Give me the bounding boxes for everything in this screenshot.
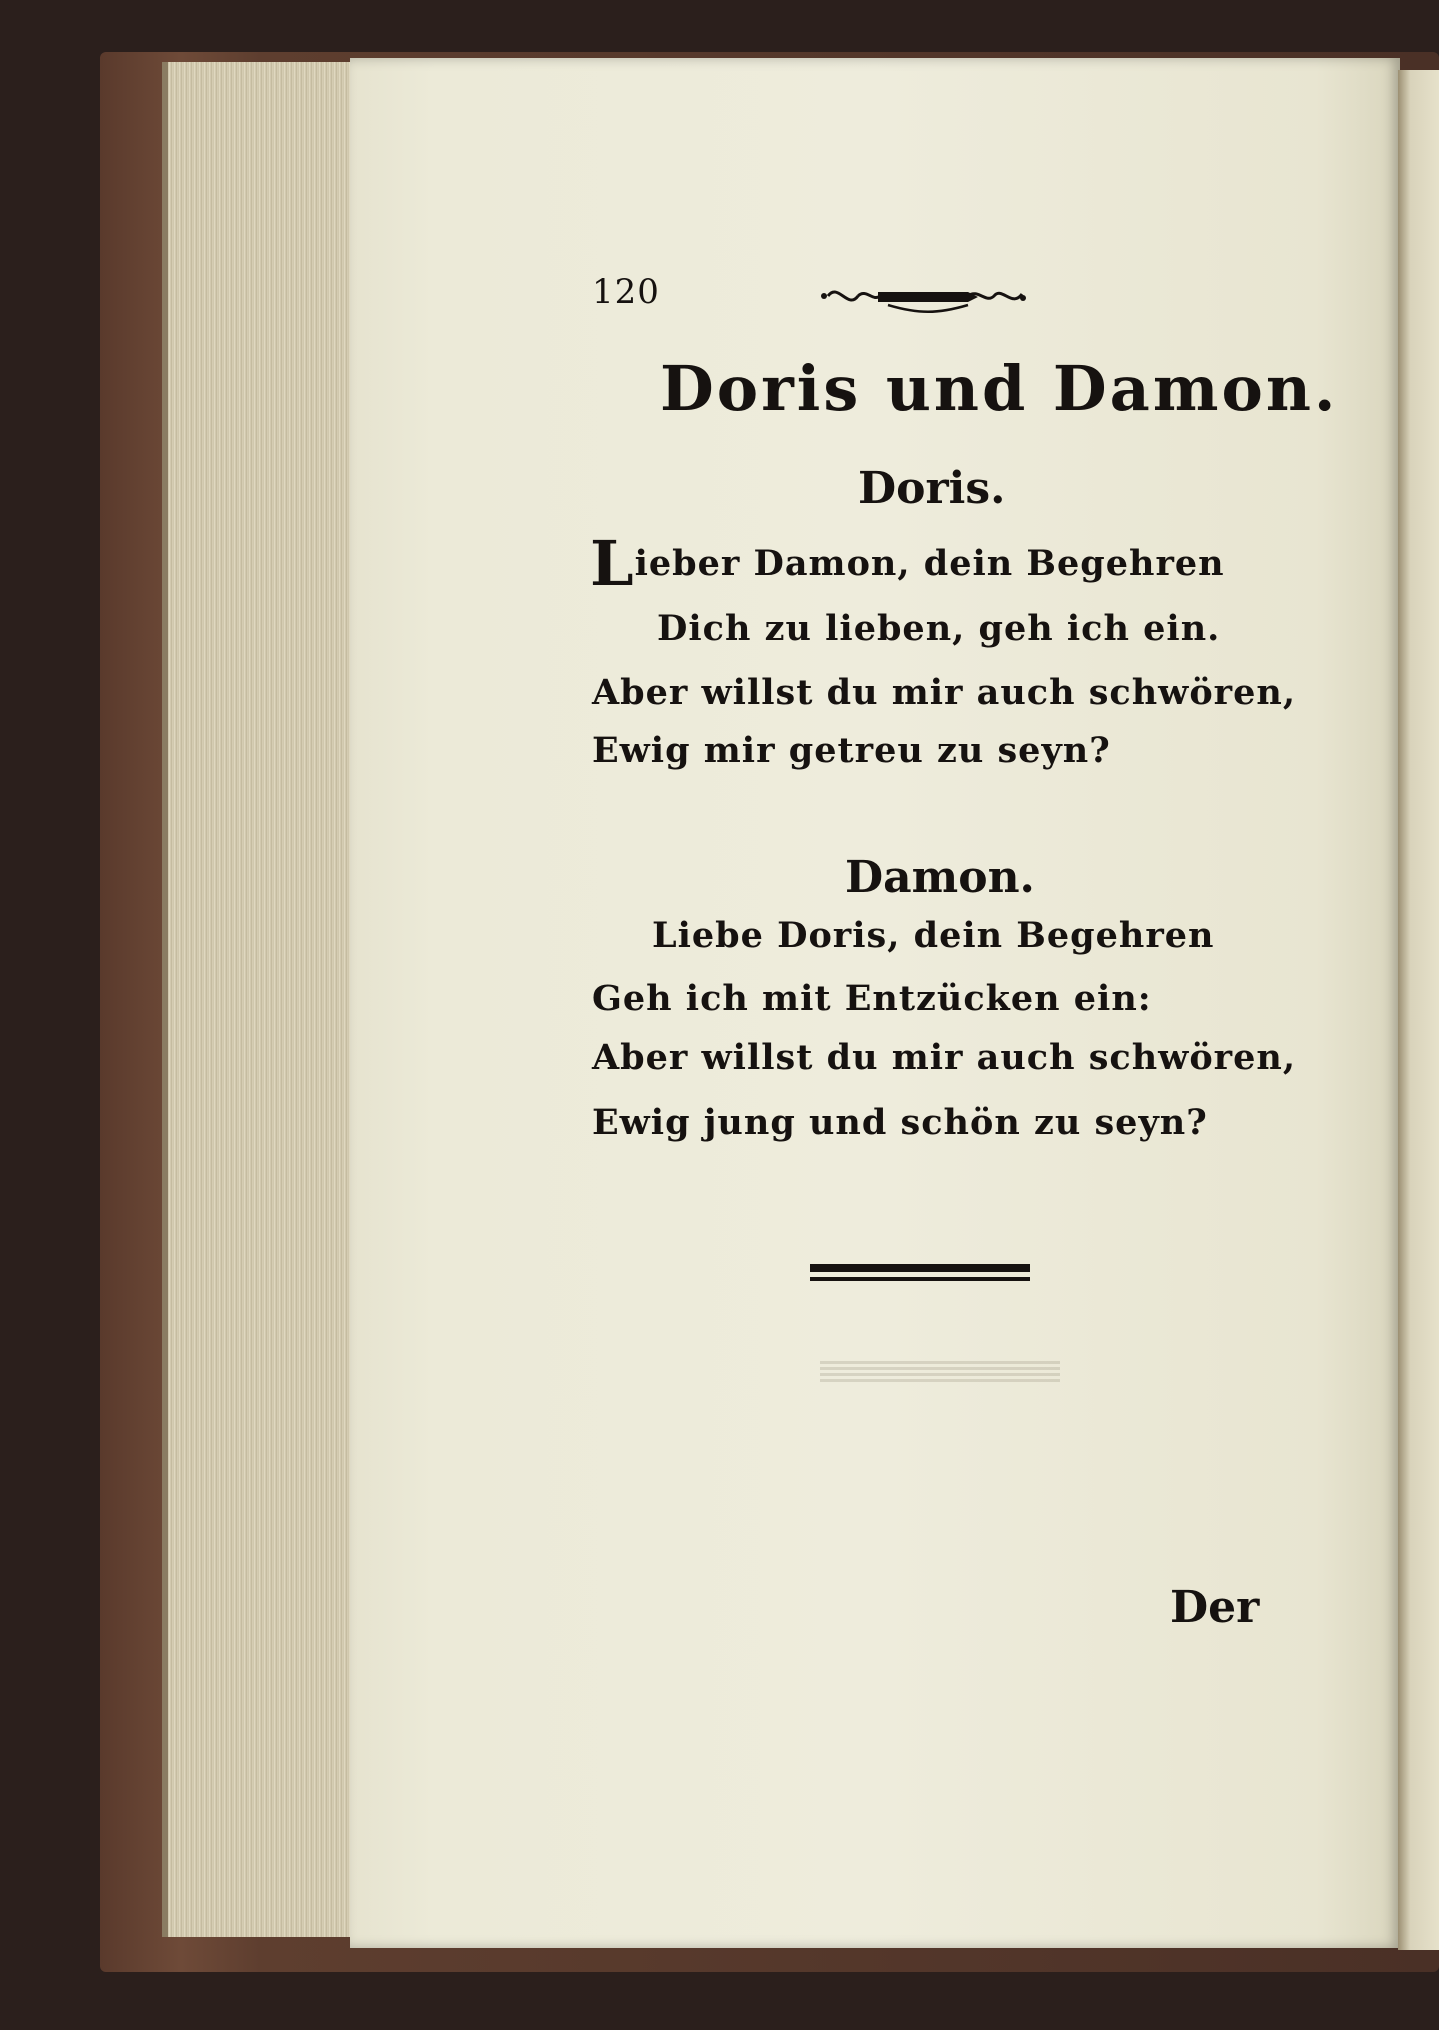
verse-line: Geh ich mit Entzücken ein: — [592, 978, 1152, 1019]
verse-line-text: ieber Damon, dein Begehren — [634, 543, 1225, 584]
verse-line: Aber willst du mir auch schwören, — [592, 1037, 1296, 1078]
show-through-rule — [820, 1360, 1060, 1382]
catchword: Der — [1170, 1582, 1260, 1633]
verse-line — [590, 527, 1225, 600]
verse-line: Liebe Doris, dein Begehren — [652, 915, 1215, 956]
drop-initial: L — [590, 527, 635, 600]
facing-page-edge — [1398, 70, 1439, 1950]
speaker-damon: Damon. — [845, 852, 1035, 903]
poem-title: Doris und Damon. — [660, 352, 1339, 425]
verse-line: Ewig jung und schön zu seyn? — [592, 1102, 1208, 1143]
speaker-doris: Doris. — [858, 463, 1006, 514]
verse-line: Ewig mir getreu zu seyn? — [592, 730, 1111, 771]
verse-line: Dich zu lieben, geh ich ein. — [657, 608, 1221, 649]
verse-line: Aber willst du mir auch schwören, — [592, 672, 1296, 713]
ornament-icon — [818, 272, 1028, 322]
page-edges — [162, 62, 368, 1937]
page-number: 120 — [592, 272, 660, 312]
closing-rule — [810, 1262, 1030, 1288]
